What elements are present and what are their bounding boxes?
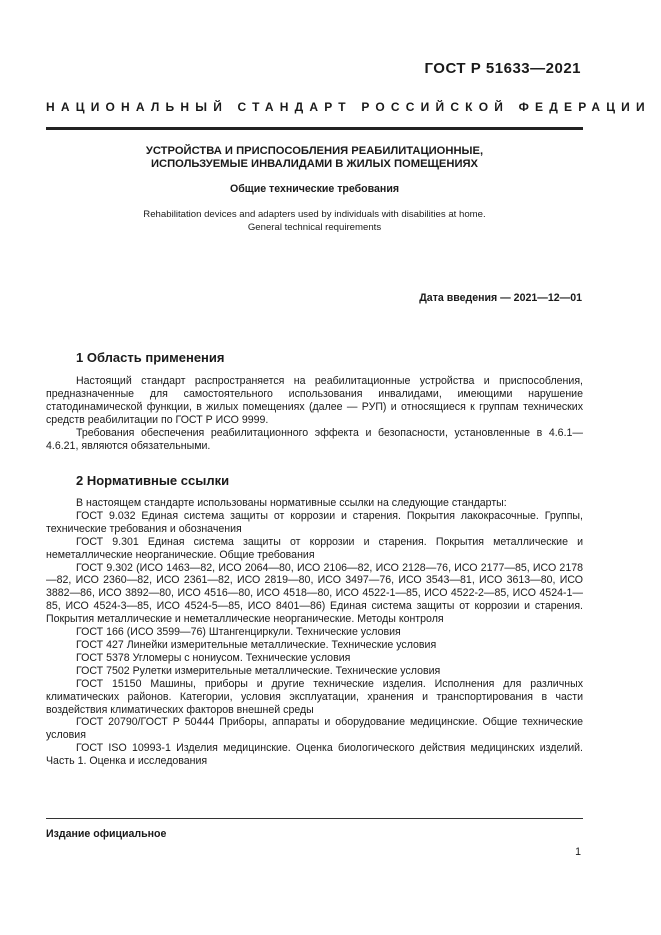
reference-item: ГОСТ 9.301 Единая система защиты от коррозии и старения. Покрытия металлические и неметаллические неорганические. Общие требования bbox=[46, 535, 583, 561]
section-1-body bbox=[46, 375, 583, 452]
reference-item: ГОСТ 166 (ИСО 3599—76) Штангенциркули. Технические условия bbox=[76, 626, 401, 639]
document-number: ГОСТ Р 51633—2021 bbox=[424, 60, 581, 77]
national-standard-label: НАЦИОНАЛЬНЫЙ СТАНДАРТ РОССИЙСКОЙ ФЕДЕРАЦИИ bbox=[46, 100, 651, 114]
section-1-heading: 1 Область применения bbox=[76, 350, 225, 365]
section-2-body bbox=[46, 497, 583, 768]
english-title-line-1: Rehabilitation devices and adapters used by individuals with disabilities at home. bbox=[143, 209, 486, 220]
reference-item: ГОСТ 15150 Машины, приборы и другие технические изделия. Исполнения для различных климатических районов. Категории, условия эксплуатации, хранения и транспортирования в части воздействия климатических факторов внешней среды bbox=[46, 677, 583, 716]
reference-item: ГОСТ 20790/ГОСТ Р 50444 Приборы, аппараты и оборудование медицинские. Общие технические условия bbox=[46, 716, 583, 742]
reference-item: ГОСТ 427 Линейки измерительные металлические. Технические условия bbox=[76, 638, 437, 651]
header-divider bbox=[46, 127, 583, 130]
reference-item: ГОСТ 9.302 (ИСО 1463—82, ИСО 2064—80, ИСО 2106—82, ИСО 2128—76, ИСО 2177—85, ИСО 2178—82, ИСО 2360—82, ИСО 2361—82, ИСО 2819—80, ИСО 3497—76, ИСО 3543—81, ИСО 3613—80, ИСО 3882—86, ИСО 3892—80, ИСО 4516—80, ИСО 4518—80, ИСО 4522-1—85, ИСО 4522-2—85, ИСО 4524-1—85, ИСО 4524-3—85, ИСО 4524-5—85, ИСО 8401—86) Единая система защиты от коррозии и старения. Покрытия металлические и неметаллические неорганические. Методы контроля bbox=[46, 561, 583, 626]
document-subtitle: Общие технические требования bbox=[229, 183, 400, 195]
introduction-date: Дата введения — 2021—12—01 bbox=[419, 292, 582, 304]
paragraph: Требования обеспечения реабилитационного эффекта и безопасности, установленные в 4.6.1—4.6.21, являются обязательными. bbox=[46, 426, 583, 452]
paragraph: Настоящий стандарт распространяется на реабилитационные устройства и приспособления, предназначенные для самостоятельного использования инвалидами, имеющими нарушение статодинамической функции, в жилых помещениях (далее — РУП) и относящиеся к группам технических средств реабилитации по ГОСТ Р ИСО 9999. bbox=[46, 375, 583, 426]
title-line-2: ИСПОЛЬЗУЕМЫЕ ИНВАЛИДАМИ В ЖИЛЫХ ПОМЕЩЕНИЯХ bbox=[150, 158, 479, 170]
document-title bbox=[46, 145, 583, 171]
paragraph: В настоящем стандарте использованы нормативные ссылки на следующие стандарты: bbox=[76, 497, 507, 509]
title-line-1: УСТРОЙСТВА И ПРИСПОСОБЛЕНИЯ РЕАБИЛИТАЦИОННЫЕ, bbox=[145, 145, 484, 157]
reference-item: ГОСТ ISO 10993-1 Изделия медицинские. Оценка биологического действия медицинских изделий. Часть 1. Оценка и исследования bbox=[46, 742, 583, 768]
section-2-heading: 2 Нормативные ссылки bbox=[76, 473, 230, 488]
reference-item: ГОСТ 7502 Рулетки измерительные металлические. Технические условия bbox=[76, 664, 441, 677]
reference-item: ГОСТ 5378 Угломеры с нониусом. Технические условия bbox=[76, 651, 351, 664]
footer-divider bbox=[46, 818, 583, 819]
reference-item: ГОСТ 9.032 Единая система защиты от коррозии и старения. Покрытия лакокрасочные. Группы, технические требования и обозначения bbox=[46, 509, 583, 535]
english-title bbox=[46, 209, 583, 234]
page-number: 1 bbox=[575, 846, 581, 858]
edition-label: Издание официальное bbox=[46, 828, 167, 840]
english-title-line-2: General technical requirements bbox=[247, 221, 382, 233]
